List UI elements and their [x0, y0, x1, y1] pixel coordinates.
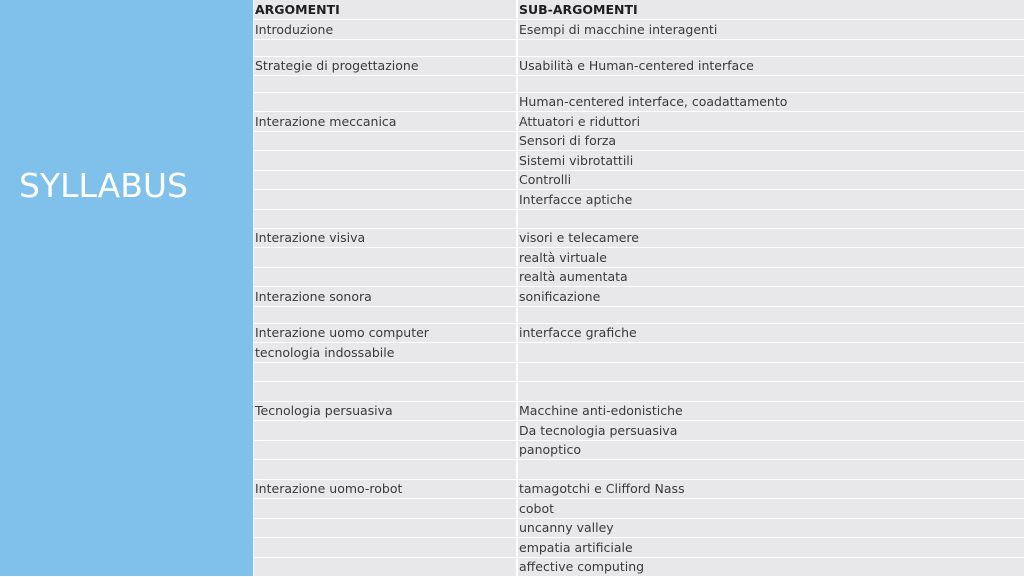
argomento-cell: Interazione uomo computer — [254, 324, 518, 342]
table-row — [254, 229, 1024, 248]
argomento-cell — [254, 499, 518, 518]
header-sub-argomenti: SUB-ARGOMENTI — [519, 2, 638, 17]
sub-argomento-cell: Controlli — [519, 172, 572, 187]
header-argomenti: ARGOMENTI — [254, 0, 518, 19]
sub-argomento-cell — [518, 460, 1024, 479]
table-row — [254, 558, 1024, 577]
slide-title: SYLLABUS — [19, 166, 188, 205]
argomento-cell — [254, 538, 518, 557]
table-body — [254, 20, 1024, 577]
sub-argomento-cell: cobot — [519, 501, 555, 516]
argomento-cell — [254, 40, 518, 56]
table-row — [254, 57, 1024, 76]
sub-argomento-cell: Usabilità e Human-centered interface — [519, 58, 754, 73]
table-row — [254, 40, 1024, 57]
sub-argomento-cell: Macchine anti-edonistiche — [519, 403, 683, 418]
argomento-cell — [254, 210, 518, 228]
table-row — [254, 171, 1024, 190]
argomento-cell — [254, 307, 518, 323]
argomento-cell: Tecnologia persuasiva — [254, 402, 518, 420]
table-row — [254, 382, 1024, 402]
argomento-cell — [254, 460, 518, 479]
argomento-cell — [254, 558, 518, 576]
table-row — [254, 210, 1024, 229]
table-row — [254, 402, 1024, 421]
table-row — [254, 307, 1024, 324]
argomento-cell: Interazione sonora — [254, 287, 518, 306]
argomento-cell — [254, 76, 518, 92]
argomento-cell — [254, 248, 518, 267]
table-row — [254, 112, 1024, 132]
argomento-cell — [254, 382, 518, 401]
argomento-cell — [254, 519, 518, 537]
sub-argomento-cell — [518, 210, 1024, 228]
sub-argomento-cell — [518, 307, 1024, 323]
argomento-cell — [254, 441, 518, 459]
argomento-cell — [254, 190, 518, 209]
argomento-cell — [254, 132, 518, 150]
syllabus-table — [254, 0, 1024, 577]
argomento-cell: Strategie di progettazione — [254, 57, 518, 75]
sub-argomento-cell: panoptico — [519, 442, 581, 457]
sub-argomento-cell: Da tecnologia persuasiva — [519, 423, 678, 438]
sub-argomento-cell: Sensori di forza — [519, 133, 617, 148]
sub-argomento-cell — [518, 363, 1024, 381]
table-row — [254, 93, 1024, 112]
argomento-cell — [254, 363, 518, 381]
sub-argomento-cell: empatia artificiale — [519, 540, 633, 555]
table-row — [254, 324, 1024, 343]
sub-argomento-cell — [518, 382, 1024, 401]
sub-argomento-cell: interfacce grafiche — [519, 325, 637, 340]
table-row — [254, 499, 1024, 519]
sub-argomento-cell — [518, 76, 1024, 92]
argomento-cell — [254, 151, 518, 170]
sub-argomento-cell: visori e telecamere — [519, 230, 639, 245]
argomento-cell: Interazione meccanica — [254, 112, 518, 131]
sub-argomento-cell: uncanny valley — [519, 520, 614, 535]
sub-argomento-cell — [518, 40, 1024, 56]
argomento-cell: Introduzione — [254, 20, 518, 39]
table-row — [254, 268, 1024, 287]
side-panel — [0, 0, 253, 576]
argomento-cell — [254, 268, 518, 286]
argomento-cell — [254, 421, 518, 440]
table-row — [254, 538, 1024, 558]
table-row — [254, 441, 1024, 460]
sub-argomento-cell: sonificazione — [519, 289, 601, 304]
sub-argomento-cell: Human-centered interface, coadattamento — [519, 94, 788, 109]
argomento-cell: Interazione visiva — [254, 229, 518, 247]
table-row — [254, 421, 1024, 441]
argomento-cell: tecnologia indossabile — [254, 343, 518, 362]
sub-argomento-cell: affective computing — [519, 559, 645, 574]
argomento-cell: Interazione uomo-robot — [254, 480, 518, 498]
sub-argomento-cell — [518, 343, 1024, 362]
table-row — [254, 363, 1024, 382]
sub-argomento-cell: Esempi di macchine interagenti — [519, 22, 718, 37]
argomento-cell — [254, 171, 518, 189]
table-row — [254, 76, 1024, 93]
table-header-row — [254, 0, 1024, 20]
sub-argomento-cell: Interfacce aptiche — [519, 192, 633, 207]
table-row — [254, 287, 1024, 307]
table-row — [254, 460, 1024, 480]
table-row — [254, 190, 1024, 210]
table-row — [254, 480, 1024, 499]
table-row — [254, 20, 1024, 40]
table-row — [254, 343, 1024, 363]
table-row — [254, 248, 1024, 268]
sub-argomento-cell: realtà virtuale — [519, 250, 607, 265]
sub-argomento-cell: Sistemi vibrotattili — [519, 153, 634, 168]
sub-argomento-cell: Attuatori e riduttori — [519, 114, 641, 129]
table-row — [254, 132, 1024, 151]
argomento-cell — [254, 93, 518, 111]
table-row — [254, 151, 1024, 171]
table-row — [254, 519, 1024, 538]
sub-argomento-cell: tamagotchi e Clifford Nass — [519, 481, 685, 496]
sub-argomento-cell: realtà aumentata — [519, 269, 628, 284]
